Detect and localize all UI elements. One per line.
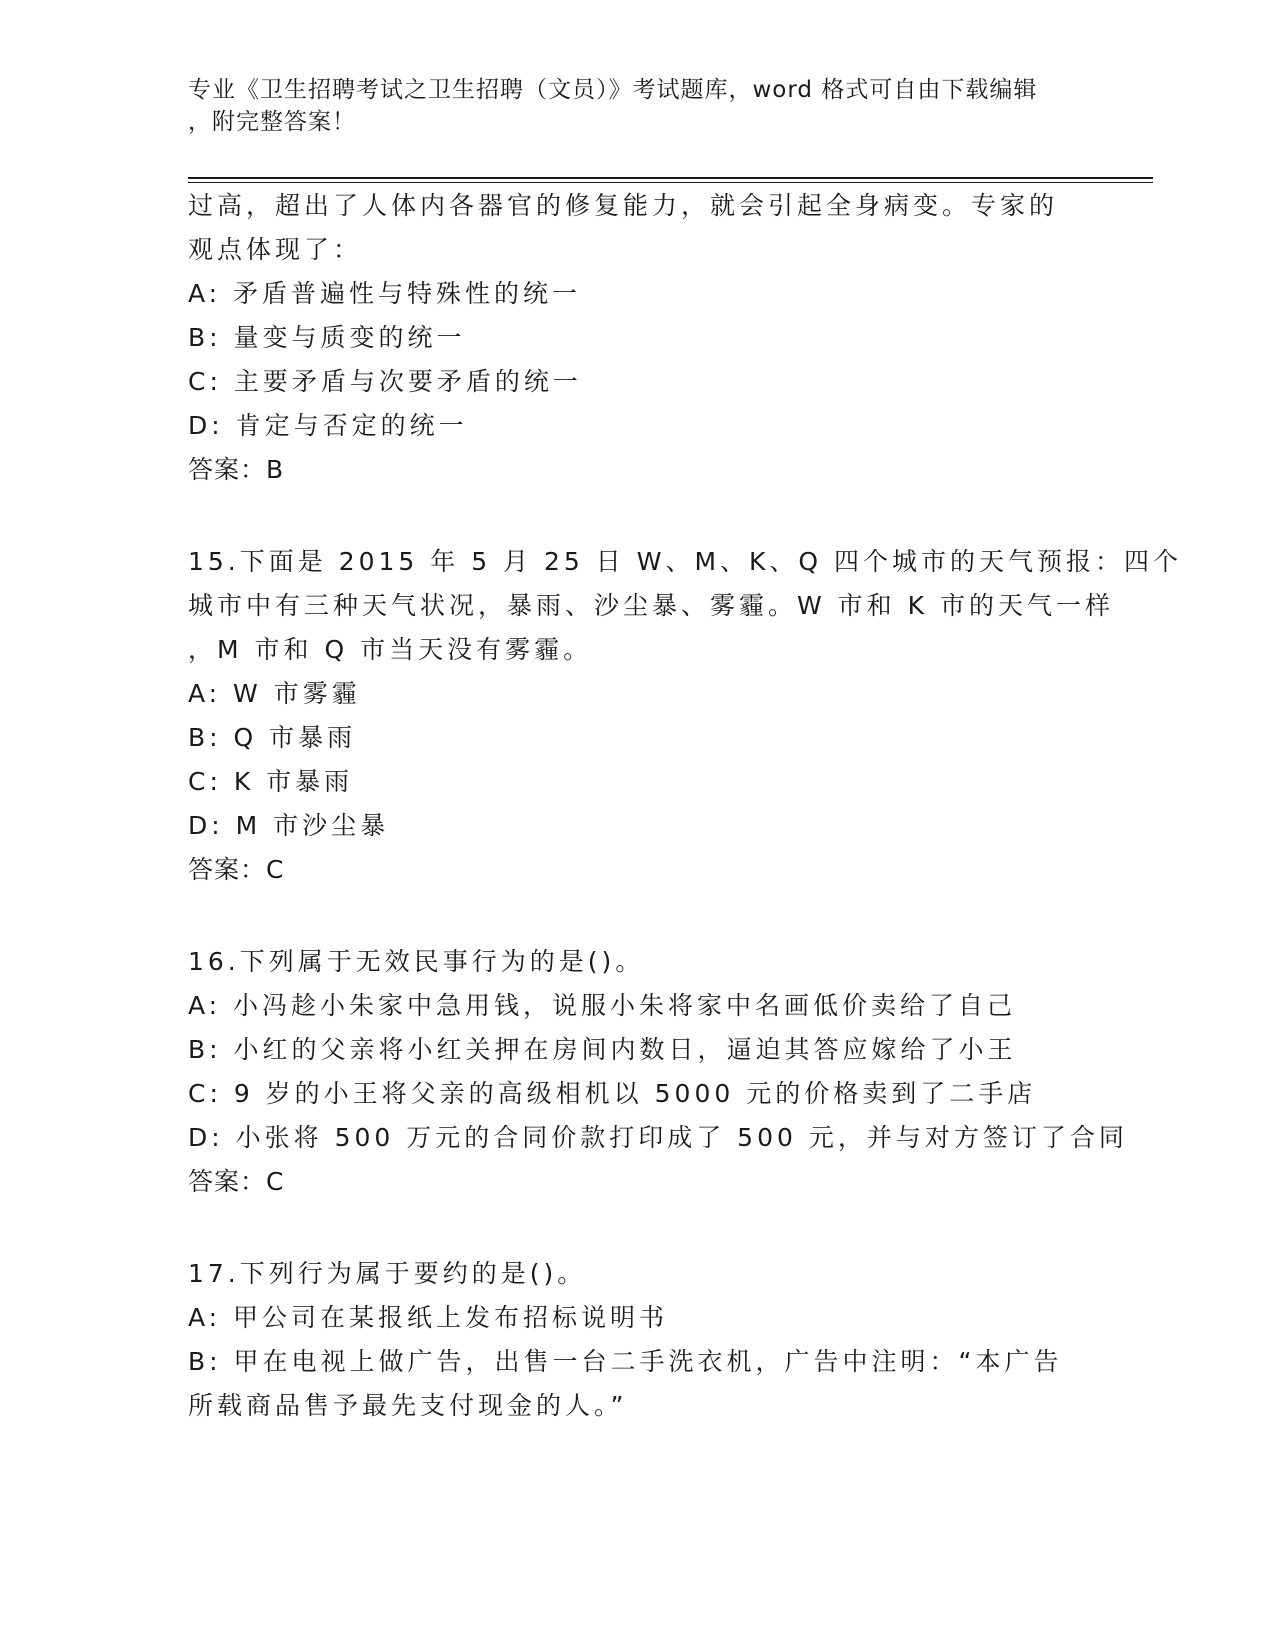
option-c: C: 主要矛盾与次要矛盾的统一 bbox=[188, 367, 582, 396]
header-line-1: 专业《卫生招聘考试之卫生招聘（文员）》考试题库，word 格式可自由下载编辑 bbox=[188, 77, 1038, 103]
option-d: D: 小张将 500 万元的合同价款打印成了 500 元，并与对方签订了合同 bbox=[188, 1123, 1128, 1152]
option-a: A: W 市雾霾 bbox=[188, 679, 361, 708]
answer: 答案：C bbox=[188, 1167, 285, 1196]
question-text: 15.下面是 2015 年 5 月 25 日 W、M、K、Q 四个城市的天气预报：四个 bbox=[188, 547, 1183, 576]
option-c: C: K 市暴雨 bbox=[188, 767, 354, 796]
option-a: A: 矛盾普遍性与特殊性的统一 bbox=[188, 279, 582, 308]
question-text: 城市中有三种天气状况，暴雨、沙尘暴、雾霾。W 市和 K 市的天气一样 bbox=[188, 591, 1114, 620]
header-rule-thin bbox=[188, 182, 1153, 183]
question-text: 16.下列属于无效民事行为的是()。 bbox=[188, 947, 645, 976]
option-b: B: Q 市暴雨 bbox=[188, 723, 357, 752]
option-b: B: 小红的父亲将小红关押在房间内数日，逼迫其答应嫁给了小王 bbox=[188, 1035, 1017, 1064]
option-b-continued: 所载商品售予最先支付现金的人。” bbox=[188, 1391, 628, 1420]
question-text: 17.下列行为属于要约的是()。 bbox=[188, 1259, 587, 1288]
answer: 答案：C bbox=[188, 855, 285, 884]
option-c: C: 9 岁的小王将父亲的高级相机以 5000 元的价格卖到了二手店 bbox=[188, 1079, 1037, 1108]
option-b: B: 甲在电视上做广告，出售一台二手洗衣机，广告中注明：“本广告 bbox=[188, 1347, 1063, 1376]
question-text: ，M 市和 Q 市当天没有雾霾。 bbox=[188, 635, 593, 664]
answer: 答案：B bbox=[188, 455, 285, 484]
header-rule-thick bbox=[188, 177, 1153, 179]
header-line-2: ，附完整答案！ bbox=[188, 109, 356, 135]
option-d: D: M 市沙尘暴 bbox=[188, 811, 390, 840]
option-a: A: 小冯趁小朱家中急用钱，说服小朱将家中名画低价卖给了自己 bbox=[188, 991, 1017, 1020]
question-text: 过高，超出了人体内各器官的修复能力，就会引起全身病变。专家的 bbox=[188, 191, 1059, 220]
option-a: A: 甲公司在某报纸上发布招标说明书 bbox=[188, 1303, 669, 1332]
question-text: 观点体现了： bbox=[188, 235, 363, 264]
document-header bbox=[188, 74, 1088, 138]
option-b: B: 量变与质变的统一 bbox=[188, 323, 466, 352]
option-d: D: 肯定与否定的统一 bbox=[188, 411, 468, 440]
